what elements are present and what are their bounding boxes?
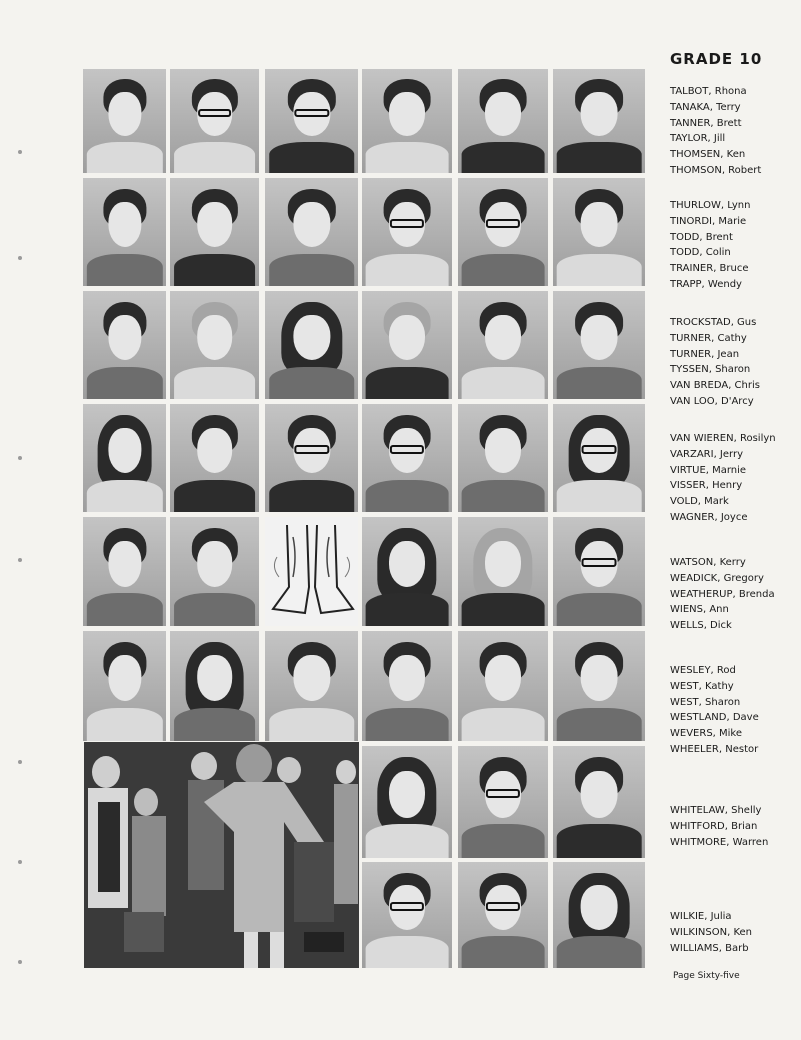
student-name: WELLS, Dick	[670, 620, 732, 632]
student-photo	[83, 291, 166, 399]
student-name: VAN WIEREN, Rosilyn	[670, 433, 776, 444]
student-name: VAN LOO, D'Arcy	[670, 395, 754, 407]
student-photo	[362, 178, 452, 286]
student-name: WEATHERUP, Brenda	[670, 588, 775, 600]
student-photo	[458, 69, 548, 173]
student-name: WILKIE, Julia	[670, 911, 732, 922]
student-name: TAYLOR, Jill	[670, 133, 726, 145]
name-list-thurlow	[670, 198, 750, 293]
student-name: THOMSON, Robert	[670, 164, 762, 176]
student-name: VARZARI, Jerry	[670, 448, 744, 460]
student-photo	[170, 291, 259, 399]
name-list-whitelaw	[670, 803, 768, 850]
student-name: TURNER, Cathy	[670, 332, 747, 344]
student-photo	[362, 404, 452, 512]
student-photo	[170, 517, 259, 626]
student-photo	[265, 178, 358, 286]
student-name: TALBOT, Rhona	[670, 86, 747, 97]
student-photo	[553, 631, 645, 741]
student-photo	[458, 178, 548, 286]
name-list-trockstad	[670, 315, 760, 410]
student-photo	[265, 404, 358, 512]
student-photo	[458, 404, 548, 512]
student-name: TURNER, Jean	[670, 348, 740, 360]
student-photo	[265, 291, 358, 399]
name-list-van-wieren	[670, 431, 776, 526]
student-name: WHITFORD, Brian	[670, 820, 758, 832]
name-list-wilkie	[670, 909, 752, 956]
drawing-photo	[265, 517, 358, 626]
name-list-wesley	[670, 663, 759, 758]
student-photo	[83, 404, 166, 512]
student-name: TINORDI, Marie	[670, 215, 747, 227]
student-name: WHITELAW, Shelly	[670, 805, 762, 816]
student-photo	[553, 746, 645, 858]
group-photo	[84, 742, 359, 968]
student-name: TANAKA, Terry	[670, 101, 741, 113]
student-photo	[362, 517, 452, 626]
student-name: TROCKSTAD, Gus	[670, 317, 757, 328]
student-photo	[553, 291, 645, 399]
student-photo	[83, 178, 166, 286]
student-name: TODD, Brent	[670, 231, 733, 243]
student-name: THOMSEN, Ken	[670, 149, 746, 161]
binder-hole	[18, 860, 22, 864]
student-name: WESTLAND, Dave	[670, 712, 759, 724]
binder-hole	[18, 760, 22, 764]
student-photo	[362, 746, 452, 858]
student-name: WEADICK, Gregory	[670, 572, 764, 584]
student-name: WHEELER, Nestor	[670, 743, 759, 755]
student-photo	[553, 404, 645, 512]
student-photo	[458, 517, 548, 626]
student-photo	[458, 631, 548, 741]
binder-hole	[18, 960, 22, 964]
binder-hole	[18, 558, 22, 562]
student-photo	[362, 862, 452, 968]
student-photo	[265, 69, 358, 173]
name-list-talbot	[670, 84, 761, 179]
student-name: WEST, Sharon	[670, 696, 741, 708]
student-photo	[170, 404, 259, 512]
student-name: VAN BREDA, Chris	[670, 380, 760, 392]
student-photo	[458, 746, 548, 858]
student-name: THURLOW, Lynn	[670, 200, 751, 211]
page-title: GRADE 10	[670, 50, 763, 68]
binder-hole	[18, 150, 22, 154]
student-photo	[362, 291, 452, 399]
student-photo	[553, 178, 645, 286]
student-name: WESLEY, Rod	[670, 665, 736, 676]
binder-hole	[18, 256, 22, 260]
student-name: TRAPP, Wendy	[670, 278, 742, 290]
student-name: WAGNER, Joyce	[670, 511, 748, 523]
student-name: WATSON, Kerry	[670, 557, 746, 568]
student-name: VIRTUE, Marnie	[670, 464, 747, 476]
crowd-scene-icon	[84, 742, 359, 968]
binder-hole	[18, 456, 22, 460]
student-name: WEVERS, Mike	[670, 728, 743, 740]
student-photo	[170, 631, 259, 741]
student-name: WEST, Kathy	[670, 680, 734, 692]
student-photo	[362, 69, 452, 173]
student-name: TRAINER, Bruce	[670, 263, 749, 275]
student-photo	[170, 178, 259, 286]
student-name: TYSSEN, Sharon	[670, 364, 751, 376]
student-photo	[170, 69, 259, 173]
student-photo	[553, 862, 645, 968]
student-photo	[458, 291, 548, 399]
student-name: WILKINSON, Ken	[670, 926, 753, 938]
student-name: VOLD, Mark	[670, 496, 729, 508]
student-photo	[265, 631, 358, 741]
student-photo	[553, 69, 645, 173]
student-photo	[553, 517, 645, 626]
student-photo	[458, 862, 548, 968]
page-number: Page Sixty-five	[673, 971, 740, 981]
student-photo	[83, 69, 166, 173]
student-photo	[362, 631, 452, 741]
student-name: WILLIAMS, Barb	[670, 942, 749, 954]
student-name: TANNER, Brett	[670, 117, 742, 129]
student-photo	[83, 631, 166, 741]
student-name: VISSER, Henry	[670, 480, 743, 492]
name-list-watson	[670, 555, 775, 634]
student-name: WHITMORE, Warren	[670, 836, 769, 848]
student-name: WIENS, Ann	[670, 604, 729, 616]
student-name: TODD, Colin	[670, 247, 731, 259]
student-photo	[83, 517, 166, 626]
boots-drawing-icon	[265, 517, 358, 626]
